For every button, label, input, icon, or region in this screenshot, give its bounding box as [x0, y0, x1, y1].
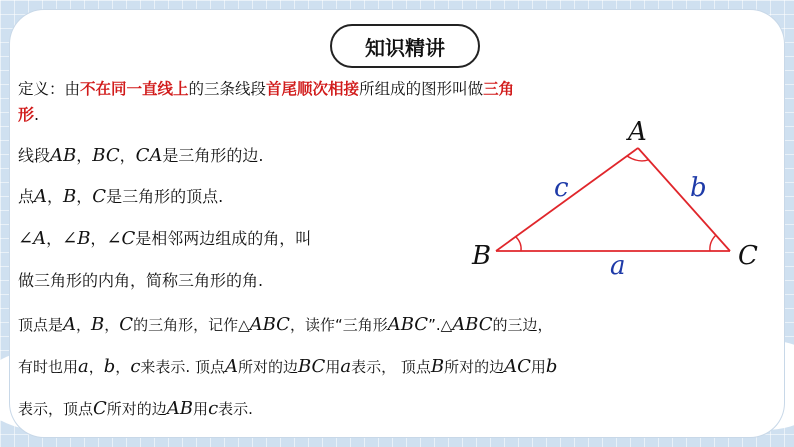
- text: 表示.: [218, 400, 253, 418]
- vertex-b-label: B: [472, 241, 492, 271]
- section-title: 知识精讲: [330, 24, 480, 68]
- notation-line: [18, 314, 553, 336]
- side-a: a: [78, 356, 89, 377]
- angle-c: ∠C: [106, 228, 136, 249]
- point-b: B: [91, 314, 105, 335]
- point-a: A: [63, 314, 77, 335]
- triangle-abc: ABC: [387, 314, 429, 335]
- vertex-a-label: A: [628, 117, 647, 147]
- point-c: C: [92, 186, 107, 207]
- angle-b-arc: [516, 237, 521, 251]
- sep: ，: [115, 358, 131, 376]
- triangle-symbol: △: [238, 316, 250, 334]
- angles-line: [18, 228, 311, 250]
- side-naming-line-2: [18, 398, 253, 420]
- text: 做三角形的内角，简称三角形的角.: [18, 271, 264, 290]
- angle-c-arc: [710, 235, 716, 251]
- text: 点: [18, 187, 35, 206]
- text: 所对的边: [237, 358, 298, 376]
- sep: ，: [119, 146, 136, 165]
- segment-bc: BC: [92, 145, 120, 166]
- text: 所对的边: [444, 358, 505, 376]
- triangle-abc: ABC: [249, 314, 290, 335]
- interior-angle-line: [18, 270, 263, 292]
- highlight-triangle: 形: [18, 105, 35, 124]
- segment-ab: AB: [166, 398, 194, 419]
- text: ”.: [428, 316, 441, 334]
- segment-ac: AC: [504, 356, 531, 377]
- segment-ab: AB: [50, 145, 77, 166]
- text: 用: [193, 400, 209, 418]
- text: 的三边，: [492, 316, 553, 334]
- segment-bc: BC: [297, 356, 326, 377]
- text: 来表示. 顶点: [140, 358, 225, 376]
- text: 所对的边: [106, 400, 167, 418]
- point-c: C: [119, 314, 134, 335]
- definition-text: 的三条线段: [188, 80, 267, 98]
- triangle-abc: ABC: [452, 314, 493, 335]
- side-c-label: c: [554, 173, 569, 203]
- side-b: b: [545, 356, 558, 377]
- highlight-triangle: 三角: [483, 80, 515, 98]
- point-a: A: [224, 356, 238, 377]
- text: ，读作“三角形: [289, 316, 388, 334]
- triangle-figure: [460, 110, 780, 280]
- point-b: B: [430, 356, 445, 377]
- definition-text: 所组成的图形叫做: [359, 80, 484, 98]
- sep: ，: [76, 187, 93, 206]
- sep: ，: [104, 316, 120, 334]
- text: 是三角形的边.: [162, 146, 264, 165]
- point-c: C: [93, 398, 107, 419]
- highlight-end-to-end: 首尾顺次相接: [266, 80, 360, 98]
- side-c: c: [208, 398, 219, 419]
- side-naming-line: [18, 356, 557, 378]
- vertices-line: [18, 186, 223, 208]
- point-b: B: [63, 186, 77, 207]
- side-b-label: b: [690, 173, 707, 203]
- vertex-c-label: C: [738, 241, 758, 271]
- definition-prefix: 定义：由: [18, 80, 81, 98]
- side-b: b: [103, 356, 116, 377]
- sep: ，: [76, 146, 93, 165]
- definition-line-1: [18, 78, 514, 100]
- text: 线段: [18, 146, 51, 165]
- angle-b: ∠B: [62, 228, 91, 249]
- angle-a: ∠A: [18, 228, 47, 249]
- sides-line: [18, 145, 264, 167]
- text: 用: [530, 358, 546, 376]
- highlight-not-collinear: 不在同一直线上: [80, 80, 189, 98]
- definition-line-2: [18, 104, 39, 126]
- point-a: A: [34, 186, 48, 207]
- text: 用: [325, 358, 341, 376]
- sep: ，: [90, 229, 107, 248]
- text: 表示，顶点: [18, 400, 94, 418]
- text: 的三角形，记作: [133, 316, 239, 334]
- text: 表示， 顶点: [351, 358, 431, 376]
- definition-end: .: [34, 105, 40, 124]
- sep: ，: [76, 316, 92, 334]
- sep: ，: [47, 187, 64, 206]
- text: 是三角形的顶点.: [106, 187, 224, 206]
- sep: ，: [88, 358, 104, 376]
- text: 顶点是: [18, 316, 64, 334]
- text: 是相邻两边组成的角，叫: [135, 229, 312, 248]
- side-c: c: [130, 356, 141, 377]
- side-a: a: [340, 356, 352, 377]
- segment-ca: CA: [135, 145, 163, 166]
- sep: ，: [46, 229, 63, 248]
- triangle-symbol: △: [440, 316, 453, 334]
- text: 有时也用: [18, 358, 79, 376]
- side-a-label: a: [610, 251, 626, 280]
